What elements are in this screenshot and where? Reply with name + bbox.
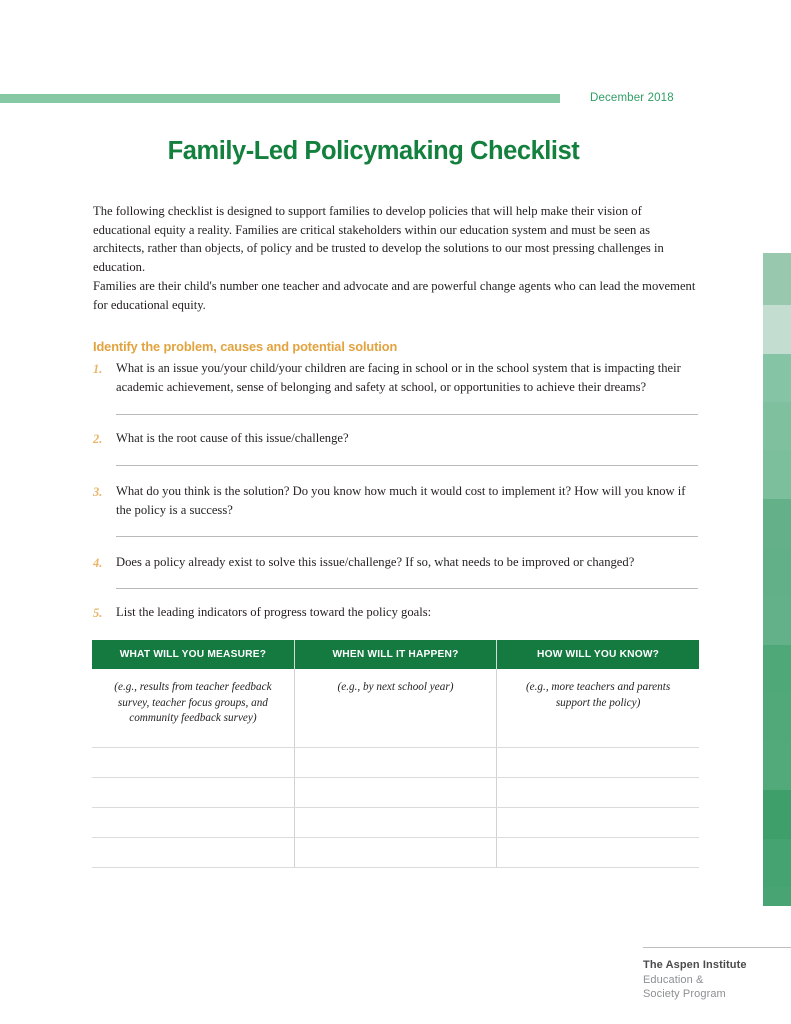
swatch-3	[763, 354, 791, 402]
question-number: 3.	[93, 484, 103, 499]
table-cell-blank[interactable]	[497, 808, 699, 838]
question-item-5	[93, 603, 701, 622]
table-column-header-measure: WHAT WILL YOU MEASURE?	[92, 640, 294, 669]
swatch-8	[763, 596, 791, 645]
table-cell-blank[interactable]	[497, 748, 699, 778]
footer-divider	[643, 947, 791, 948]
swatch-2	[763, 305, 791, 354]
question-item-4	[93, 553, 701, 572]
swatch-9	[763, 645, 791, 693]
table-cell-blank[interactable]	[497, 838, 699, 868]
swatch-7	[763, 548, 791, 596]
swatch-6	[763, 499, 791, 548]
table-cell-example-when: (e.g., by next school year)	[294, 669, 496, 748]
logo-org-name: The Aspen Institute	[643, 959, 747, 971]
table-cell-blank[interactable]	[294, 778, 496, 808]
table-row[interactable]	[92, 808, 699, 838]
table-cell-blank[interactable]	[497, 778, 699, 808]
table-cell-blank[interactable]	[294, 748, 496, 778]
table-row	[92, 669, 699, 748]
question-number: 2.	[93, 431, 103, 446]
swatch-10	[763, 693, 791, 741]
aspen-institute-logo	[643, 958, 791, 1002]
table-row[interactable]	[92, 838, 699, 868]
question-item-2	[93, 429, 701, 448]
table-cell-blank[interactable]	[92, 748, 294, 778]
question-item-1	[93, 359, 701, 397]
question-text: What is an issue you/your child/your children are facing in school or in the school system that is impacting their academic achievement, sense of belonging and safety at school, or opportunities to achieve their dreams?	[116, 361, 681, 394]
question-text: What is the root cause of this issue/challenge?	[116, 431, 349, 445]
answer-line-4[interactable]	[116, 588, 698, 589]
table-cell-blank[interactable]	[92, 838, 294, 868]
swatch-4	[763, 402, 791, 450]
header-accent-bar	[0, 94, 560, 103]
table-cell-blank[interactable]	[294, 808, 496, 838]
indicators-table	[92, 640, 699, 868]
swatch-12	[763, 790, 791, 839]
answer-line-1[interactable]	[116, 414, 698, 415]
swatch-14	[763, 887, 791, 906]
table-cell-example-how: (e.g., more teachers and parents support the policy)	[497, 669, 699, 748]
table-cell-example-measure: (e.g., results from teacher feedback survey, teacher focus groups, and community feedback survey)	[92, 669, 294, 748]
swatch-11	[763, 741, 791, 790]
question-number: 4.	[93, 555, 103, 570]
logo-program-line-2: Society Program	[643, 988, 726, 1000]
table-row[interactable]	[92, 748, 699, 778]
header-date: December 2018	[590, 92, 674, 104]
table-cell-blank[interactable]	[294, 838, 496, 868]
swatch-1	[763, 253, 791, 305]
answer-line-3[interactable]	[116, 536, 698, 537]
question-item-3	[93, 482, 701, 520]
table-header-row	[92, 640, 699, 669]
swatch-13	[763, 839, 791, 887]
question-number: 1.	[93, 361, 103, 376]
swatch-5	[763, 450, 791, 499]
question-number: 5.	[93, 605, 103, 620]
question-text: List the leading indicators of progress toward the policy goals:	[116, 605, 432, 619]
section-heading: Identify the problem, causes and potential solution	[93, 339, 398, 354]
table-column-header-when: WHEN WILL IT HAPPEN?	[294, 640, 496, 669]
answer-line-2[interactable]	[116, 465, 698, 466]
question-text: Does a policy already exist to solve this issue/challenge? If so, what needs to be improved or changed?	[116, 555, 635, 569]
table-column-header-how: HOW WILL YOU KNOW?	[497, 640, 699, 669]
indicators-table-wrapper	[92, 640, 699, 868]
intro-paragraph-2: Families are their child's number one teacher and advocate and are powerful change agents who can lead the movement for educational equity.	[93, 279, 696, 312]
question-text: What do you think is the solution? Do you know how much it would cost to implement it? How will you know if the policy is a success?	[116, 484, 686, 517]
table-cell-blank[interactable]	[92, 808, 294, 838]
table-row[interactable]	[92, 778, 699, 808]
logo-program-line-1: Education &	[643, 973, 704, 986]
table-cell-blank[interactable]	[92, 778, 294, 808]
page-title: Family-Led Policymaking Checklist	[167, 137, 580, 165]
decorative-swatch-column	[763, 253, 791, 906]
intro-paragraph-1: The following checklist is designed to support families to develop policies that will help make their vision of educational equity a reality. Families are critical stakeholders within our education system and must be seen as architects, rather than objects, of policy and be trusted to develop the solutions to our most pressing challenges in education.	[93, 204, 664, 274]
